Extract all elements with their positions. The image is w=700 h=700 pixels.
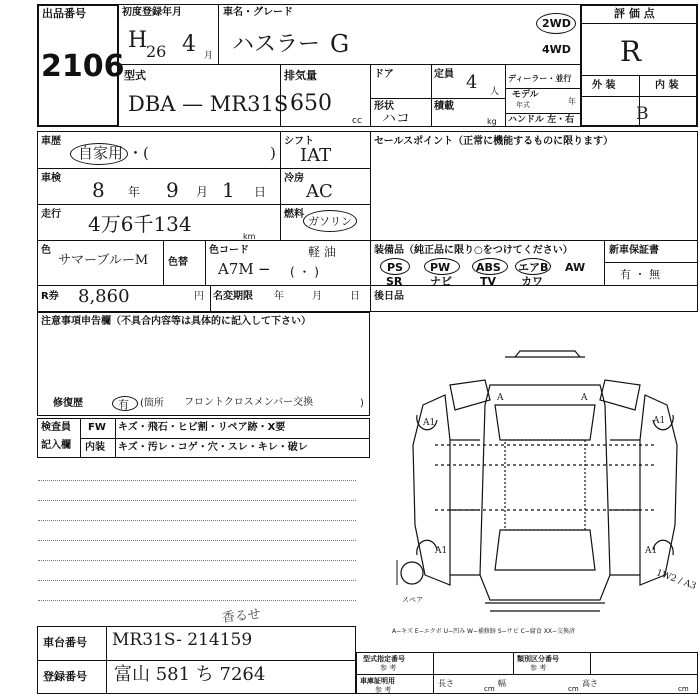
warranty-value: 有 ・ 無 <box>620 268 660 281</box>
svg-text:A: A <box>497 393 504 403</box>
plate-label: 登録番号 <box>43 670 87 683</box>
later-docs-label: 後日品 <box>374 291 404 302</box>
svg-text:A1: A1 <box>423 418 436 428</box>
car-name-label: 車名・グレード <box>223 7 293 18</box>
cert-length: 長さ <box>438 679 454 688</box>
car-name-grade: G <box>330 30 350 58</box>
cert-sub-2: 参 考 <box>530 664 547 672</box>
displacement-value: 650 <box>290 91 332 116</box>
cert-label-1: 型式指定番号 <box>363 655 405 663</box>
int-label: 内装 <box>85 442 105 453</box>
capacity-unit: 人 <box>490 87 500 97</box>
svg-text:A: A <box>581 393 588 403</box>
mileage-value: 4万6千134 <box>88 212 192 236</box>
inspection-month: 9 <box>166 178 179 202</box>
recycle-label: R券 <box>41 291 59 302</box>
capacity-value: 4 <box>466 72 478 93</box>
repair-place-value: フロントクロスメンバー交換 <box>184 397 314 408</box>
sales-point-label: セールスポイント（正常に機能するものに限ります） <box>374 136 614 147</box>
history-rest: ・( <box>128 144 149 162</box>
shape-label: 形状 <box>374 101 394 112</box>
diagram-legend: A−キズ E−エクボ U−凹み W−補修跡 S−サビ C−腐食 XX−交換済 <box>392 628 575 635</box>
inspector-label-1: 検査員 <box>41 422 71 433</box>
inspection-day: 1 <box>222 178 235 202</box>
inspector-scribble: 香るせ <box>221 607 262 626</box>
repair-label: 修復歴 <box>53 398 83 409</box>
cert-sub-3: 参 考 <box>375 686 392 694</box>
lot-label: 出品番号 <box>42 7 86 20</box>
warranty-label: 新車保証書 <box>609 245 659 256</box>
interior-score: B <box>636 104 649 124</box>
mileage-label: 走行 <box>41 209 61 220</box>
equip-abs: ABS <box>476 261 501 274</box>
interior-label: 内 装 <box>655 80 679 91</box>
fw-label: FW <box>88 422 106 433</box>
equip-pw: PW <box>430 261 451 274</box>
handle-label: ハンドル 左・右 <box>508 115 575 125</box>
diagram-note: 1W2 / A3 <box>654 568 698 592</box>
first-reg-month-unit: 月 <box>204 51 214 61</box>
first-reg-label: 初度登録年月 <box>122 7 182 18</box>
cert-height: 高さ <box>582 679 598 688</box>
mileage-unit: km <box>243 232 256 241</box>
car-damage-diagram <box>395 345 700 620</box>
fuel-light-oil: 軽 油 <box>308 245 336 259</box>
ac-value: AC <box>306 181 333 202</box>
recycle-unit: 円 <box>194 291 204 302</box>
plate-value: 富山 581 ち 7264 <box>114 664 266 685</box>
score-value: R <box>620 35 642 68</box>
dealer-label: ディーラー・並行 <box>508 74 572 83</box>
doors-label: ドア <box>374 69 394 80</box>
cert-width: 幅 <box>498 679 506 688</box>
inspector-label-2: 記入欄 <box>41 440 71 451</box>
load-label: 積載 <box>434 101 454 112</box>
color-code-value: A7M <box>218 260 254 278</box>
history-label: 車歴 <box>41 136 61 147</box>
first-reg-year: 26 <box>146 42 167 61</box>
cert-label-2: 類別区分番号 <box>517 655 559 663</box>
history-value: 自家用 <box>78 144 124 162</box>
repair-value: 有 <box>118 398 129 411</box>
first-reg-era: H <box>128 28 148 53</box>
cert-label-3: 車庫証明用 <box>360 677 395 685</box>
capacity-label: 定員 <box>434 69 454 80</box>
color-value: サマーブルーM <box>58 253 149 268</box>
model-code-label: 型式 <box>124 69 146 82</box>
score-label: 評 価 点 <box>614 7 655 20</box>
load-unit: kg <box>487 117 497 126</box>
fuel-gasoline: ガソリン <box>308 215 352 228</box>
svg-text:A1: A1 <box>435 546 448 556</box>
model-year-sub: 年式 <box>516 101 530 109</box>
equip-navi: ナビ <box>430 275 452 288</box>
repair-place-label: (箇所 <box>140 398 164 409</box>
shift-label: シフト <box>284 136 314 147</box>
notes-label: 注意事項申告欄（不具合内容等は具体的に記入して下さい） <box>41 316 311 327</box>
first-reg-month: 4 <box>182 32 196 57</box>
name-change-label: 名変期限 <box>213 291 253 302</box>
svg-text:A1: A1 <box>653 416 666 426</box>
repaint-label: 色替 <box>168 257 188 268</box>
exterior-label: 外 装 <box>592 80 616 91</box>
lot-number: 2106 <box>41 49 125 84</box>
inspection-year: 8 <box>92 178 105 202</box>
equip-tv: TV <box>480 275 497 288</box>
cert-sub-1: 参 考 <box>380 664 397 672</box>
displacement-label: 排気量 <box>284 69 317 82</box>
equip-ps: PS <box>387 261 403 274</box>
int-text: キズ・汚レ・コゲ・穴・スレ・キレ・破レ <box>118 442 308 453</box>
model-year-label: モデル <box>512 90 539 100</box>
displacement-unit: cc <box>352 116 362 126</box>
fuel-label: 燃料 <box>284 209 304 220</box>
chassis-label: 車台番号 <box>43 636 87 649</box>
drive-4wd: 4WD <box>542 43 571 56</box>
equip-airbag: エアB <box>518 261 549 274</box>
svg-text:A1: A1 <box>645 546 658 556</box>
model-year-unit: 年 <box>568 97 576 106</box>
equip-aw: AW <box>565 261 586 274</box>
recycle-value: 8,860 <box>78 286 130 307</box>
color-code-label: 色コード <box>209 245 249 256</box>
drive-2wd: 2WD <box>542 17 571 30</box>
fw-text: キズ・飛石・ヒビ割・リペア跡・X要 <box>118 422 286 433</box>
shift-value: IAT <box>300 145 332 166</box>
car-name-model: ハスラー <box>232 32 321 57</box>
equip-sr: SR <box>386 275 403 288</box>
equipment-label: 装備品（純正品に限り○をつけてください） <box>374 245 573 256</box>
ac-label: 冷房 <box>284 173 304 184</box>
shape-value: ハコ <box>382 111 410 127</box>
chassis-value: MR31S- 214159 <box>112 630 253 650</box>
spare-label: スペア <box>402 596 423 604</box>
inspection-label: 車検 <box>41 173 61 184</box>
model-code-value: DBA — MR31S <box>128 92 289 116</box>
equip-leather: カワ <box>521 275 543 288</box>
color-label: 色 <box>41 245 51 256</box>
